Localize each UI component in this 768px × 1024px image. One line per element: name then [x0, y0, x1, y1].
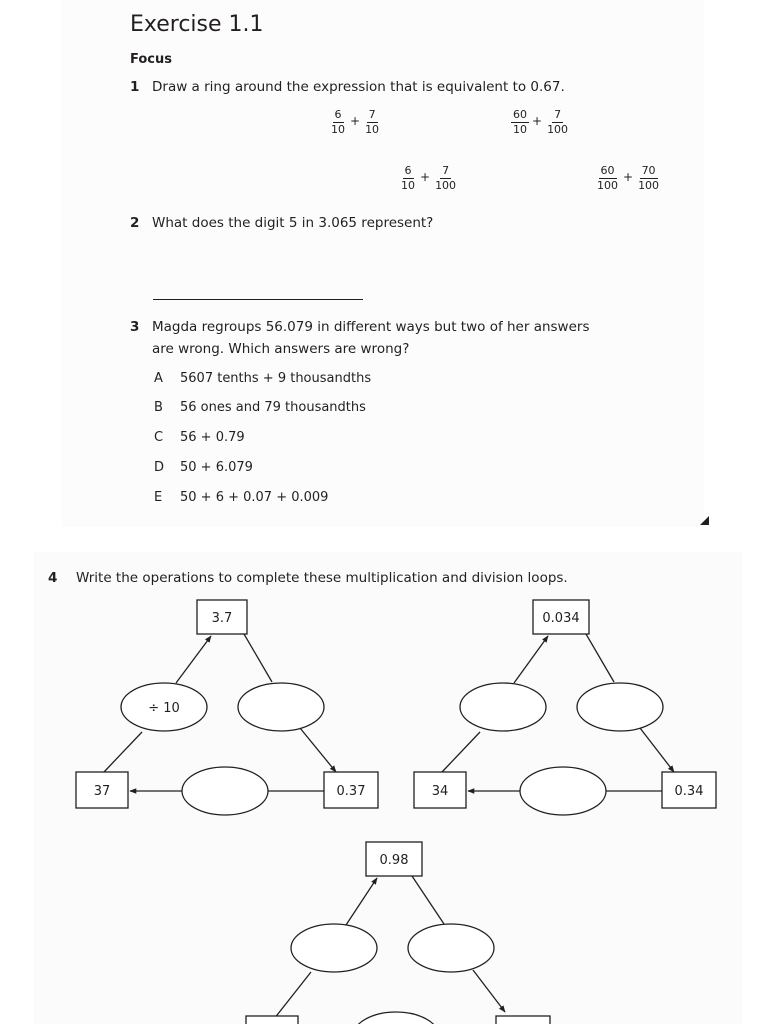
exercise-title: Exercise 1.1 — [130, 12, 264, 37]
number-box-value: 0.34 — [674, 784, 704, 799]
question-number: 4 — [48, 570, 58, 586]
connector-line — [244, 634, 272, 682]
number-box — [246, 1016, 298, 1024]
number-box-value: 0.37 — [336, 784, 366, 799]
question-text: Draw a ring around the expression that is equivalent to 0.67. — [152, 79, 565, 95]
operation-oval[interactable] — [182, 767, 268, 815]
operation-oval[interactable] — [238, 683, 324, 731]
question-number: 1 — [130, 79, 140, 95]
arrow-down — [473, 970, 505, 1012]
loop-1 — [76, 600, 378, 815]
arrow-down — [300, 728, 336, 772]
arrow-up — [514, 636, 548, 683]
section-heading: Focus — [130, 52, 172, 67]
operation-oval[interactable] — [291, 924, 377, 972]
number-box-value: 37 — [93, 784, 111, 799]
question-text: Write the operations to complete these multiplication and division loops. — [76, 570, 568, 586]
fraction: $\frac{60}{100}$ — [597, 164, 618, 192]
plus-sign: + — [623, 169, 634, 184]
fraction: $\frac{70}{100}$ — [638, 164, 660, 192]
number-box-value: 34 — [431, 784, 449, 799]
question-number: 2 — [130, 215, 140, 231]
plus-sign: + — [532, 113, 543, 128]
loop-3 — [246, 842, 550, 1024]
question-text-continued: are wrong. Which answers are wrong? — [152, 341, 410, 357]
operation-label: ÷ 10 — [148, 701, 180, 716]
connector-line — [104, 732, 142, 772]
arrow-up — [176, 636, 211, 683]
fraction: $\frac{7}{100}$ — [435, 164, 457, 192]
option-text: 50 + 6 + 0.07 + 0.009 — [180, 490, 329, 505]
fraction: $\frac{7}{100}$ — [547, 108, 569, 136]
number-box-value: 0.034 — [542, 611, 580, 626]
operation-oval[interactable] — [353, 1012, 439, 1024]
option-letter: E — [154, 490, 163, 505]
question-text: What does the digit 5 in 3.065 represent? — [152, 215, 434, 231]
option-text: 56 + 0.79 — [180, 430, 245, 445]
plus-sign: + — [350, 113, 361, 128]
operation-oval[interactable] — [460, 683, 546, 731]
fraction: $\frac{60}{10}$ — [513, 108, 527, 136]
operation-oval[interactable] — [520, 767, 606, 815]
option-text: 56 ones and 79 thousandths — [180, 400, 366, 415]
fraction: $\frac{6}{10}$ — [331, 108, 345, 136]
operation-oval[interactable] — [408, 924, 494, 972]
question-text: Magda regroups 56.079 in different ways but two of her answers — [152, 319, 590, 335]
fraction: $\frac{7}{10}$ — [365, 108, 380, 136]
option-text: 50 + 6.079 — [180, 460, 253, 475]
connector-line — [412, 876, 444, 924]
arrow-down — [640, 728, 674, 772]
arrow-up — [346, 878, 377, 925]
option-letter: A — [154, 371, 163, 386]
loop-2 — [414, 600, 716, 815]
option-letter: C — [154, 430, 164, 445]
plus-sign: + — [420, 169, 431, 184]
question-number: 3 — [130, 319, 140, 335]
number-box-value: 0.98 — [379, 853, 409, 868]
option-letter: D — [154, 460, 165, 475]
connector-line — [586, 634, 614, 682]
number-box — [496, 1016, 550, 1024]
fraction: $\frac{6}{10}$ — [401, 164, 415, 192]
option-letter: B — [154, 400, 163, 415]
operation-oval[interactable] — [577, 683, 663, 731]
connector-line — [442, 732, 480, 772]
option-text: 5607 tenths + 9 thousandths — [180, 371, 372, 386]
number-box-value: 3.7 — [211, 611, 233, 626]
